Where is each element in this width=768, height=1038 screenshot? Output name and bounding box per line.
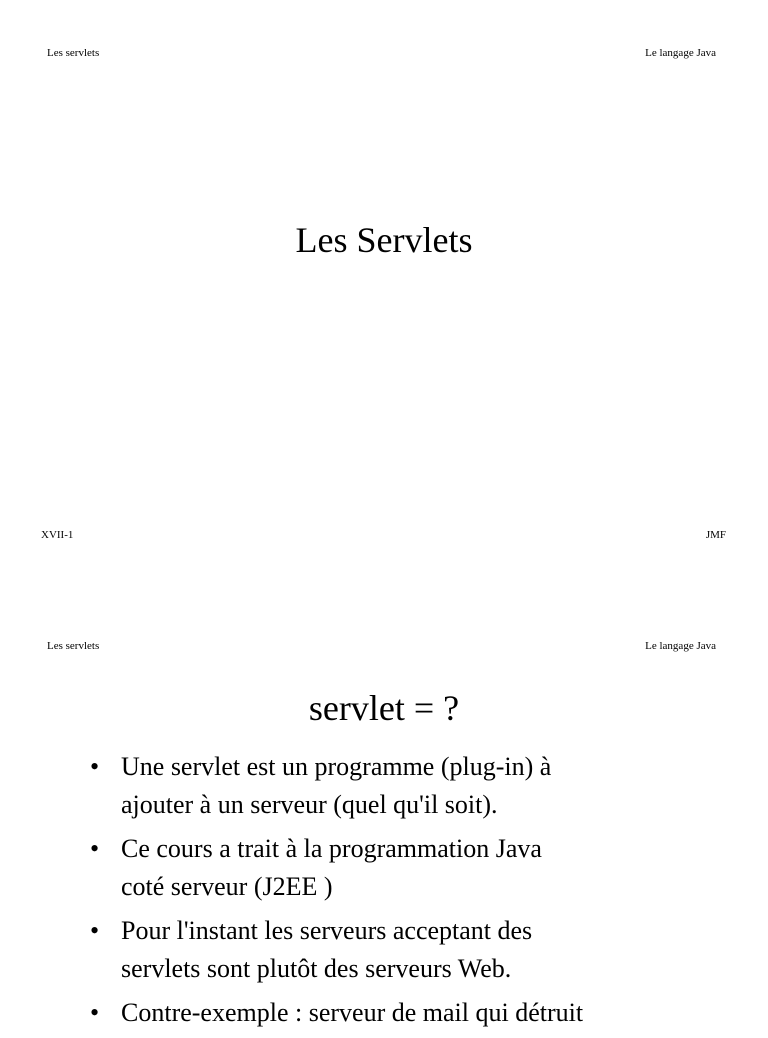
- bullet-text-line: servlets sont plutôt des serveurs Web.: [121, 954, 512, 983]
- bullet-text-line: Une servlet est un programme (plug-in) à: [121, 752, 552, 781]
- slide-1-header-left: Les servlets: [47, 47, 100, 59]
- bullet-list: [90, 748, 690, 1038]
- bullet-text-line: Ce cours a trait à la programmation Java: [121, 834, 542, 863]
- slide-2-header-left: Les servlets: [47, 640, 100, 652]
- bullet-item: [90, 830, 690, 906]
- bullet-marker: •: [90, 998, 100, 1027]
- bullet-text-line: coté serveur (J2EE ): [121, 872, 333, 901]
- bullet-item: [90, 748, 690, 824]
- slide-1-footer-left: XVII-1: [41, 529, 74, 541]
- bullet-item: [90, 912, 690, 988]
- bullet-marker: •: [90, 834, 100, 863]
- slide-2-title: servlet = ?: [308, 688, 460, 728]
- slide-2-header-right: Le langage Java: [645, 640, 716, 652]
- bullet-text-line: Contre-exemple : serveur de mail qui détruit: [121, 998, 584, 1027]
- slide-1-header-right: Le langage Java: [645, 47, 716, 59]
- bullet-text-line: ajouter à un serveur (quel qu'il soit).: [121, 790, 498, 819]
- slide-1-title: Les Servlets: [295, 220, 473, 260]
- bullet-marker: •: [90, 916, 100, 945]
- bullet-marker: •: [90, 752, 100, 781]
- bullet-item: [90, 994, 690, 1032]
- slide-1-footer-right: JMF: [705, 529, 726, 541]
- bullet-text-line: Pour l'instant les serveurs acceptant des: [121, 916, 533, 945]
